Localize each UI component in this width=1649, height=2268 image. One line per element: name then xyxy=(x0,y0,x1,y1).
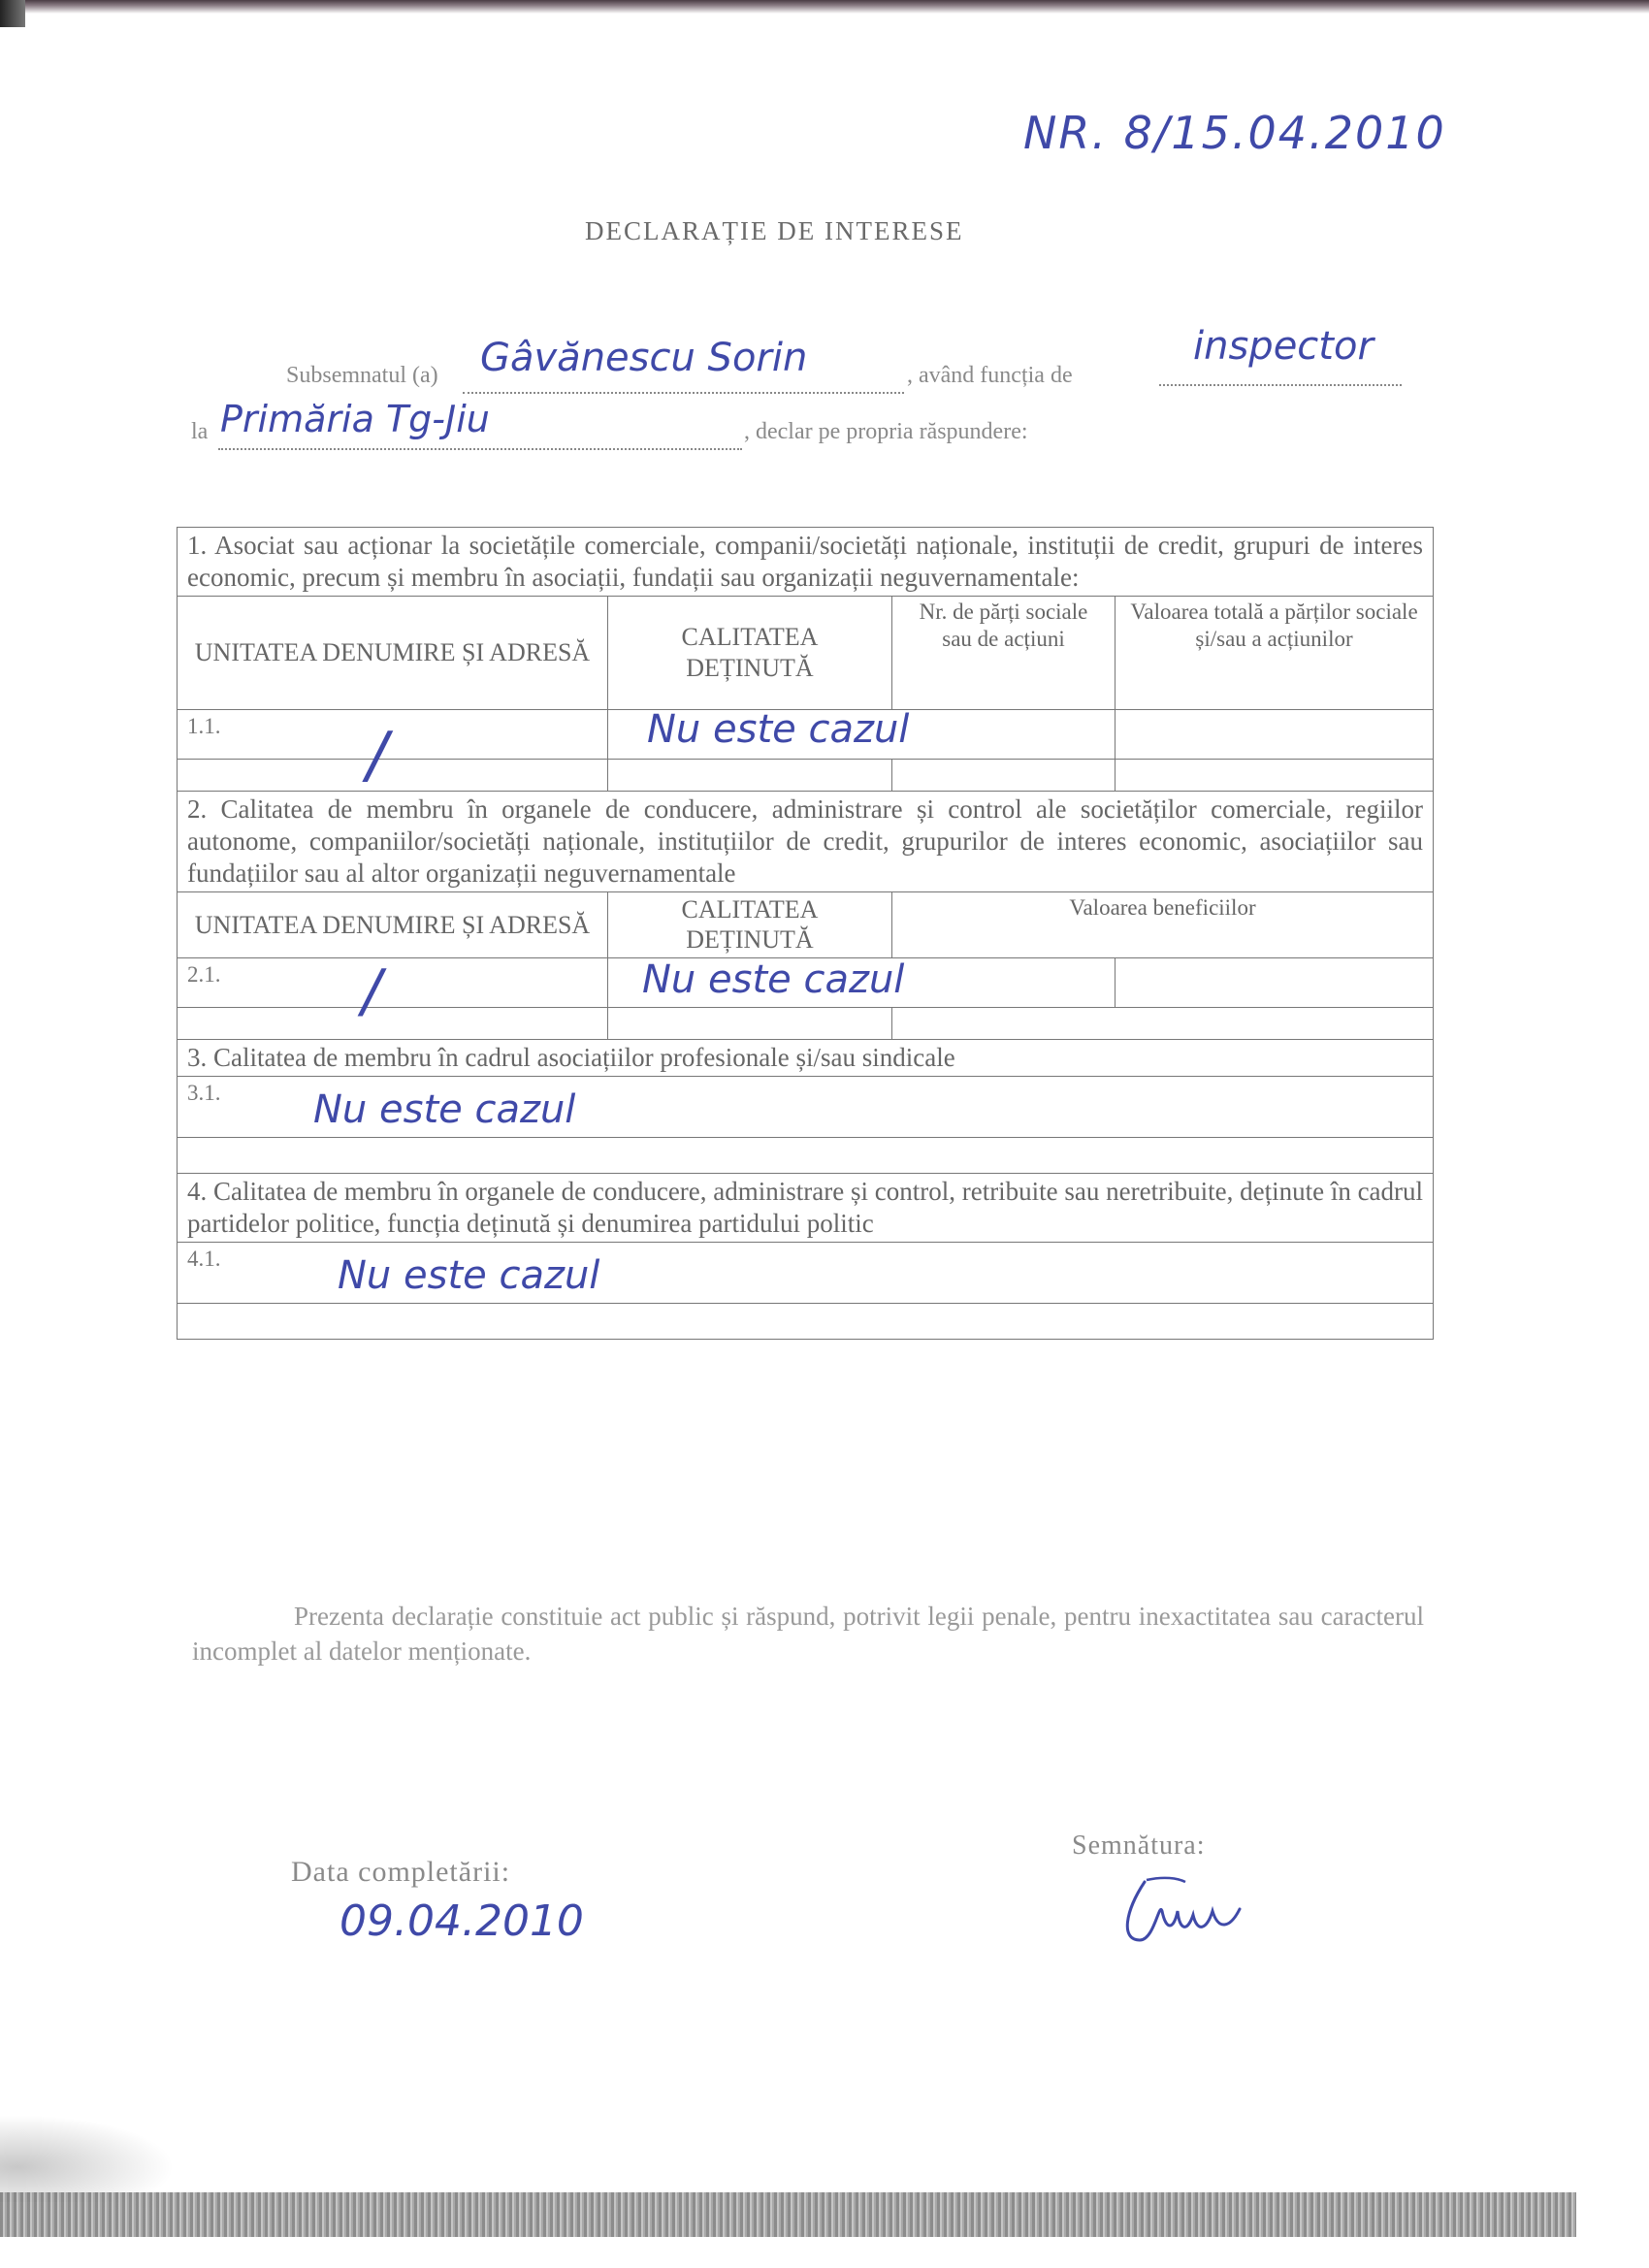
legal-note: Prezenta declarație constituie act public și răspund, potrivit legii penale, pentru inexactitatea sau caracterul incomplet al datelor menționate. xyxy=(192,1602,1424,1667)
scan-bottom-band xyxy=(0,2192,1576,2237)
section-1-title-row xyxy=(178,528,1434,597)
s1-answer: Nu este cazul xyxy=(647,706,910,752)
s2-dash: / xyxy=(362,957,382,1026)
s1-row-2-value[interactable] xyxy=(1116,759,1434,791)
s4-row-number: 4.1. xyxy=(187,1246,221,1271)
s4-answer: Nu este cazul xyxy=(338,1252,600,1298)
institution-fill-line xyxy=(218,448,742,450)
declaration-table xyxy=(177,527,1434,1340)
label-function: , având funcția de xyxy=(907,363,1073,388)
completion-date[interactable]: 09.04.2010 xyxy=(340,1896,584,1946)
function-fill-line xyxy=(1159,384,1402,386)
label-subsemnatul: Subsemnatul (a) xyxy=(286,363,438,388)
section-2-title: 2. Calitatea de membru în organele de conducere, administrare și control ale societăților comerciale, regiilor autonome, companiilor/societăți naționale, instituțiilor de credit, grupurilor de interes economic, asociațiilor sau fundațiilor sau al altor organizații neguvernamentale xyxy=(178,791,1434,891)
handwritten-signature[interactable] xyxy=(1116,1872,1271,1950)
s1-dash: / xyxy=(367,719,388,792)
s3-row-2-cell[interactable] xyxy=(178,1138,1434,1174)
signature-stroke xyxy=(1127,1882,1240,1940)
section-4-title-row xyxy=(178,1174,1434,1243)
s2-row-1-quality[interactable] xyxy=(608,958,1116,1008)
declarant-function[interactable]: inspector xyxy=(1193,324,1374,369)
s3-row-number: 3.1. xyxy=(187,1081,221,1106)
s1-col-quality: CALITATEA DEȚINUTĂ xyxy=(608,596,892,709)
s2-col-value: Valoarea beneficiilor xyxy=(892,891,1434,957)
s2-row-1-value[interactable] xyxy=(1116,958,1434,1008)
s2-row-number: 2.1. xyxy=(187,962,221,988)
s3-row-1 xyxy=(178,1077,1434,1138)
signature-top-stroke xyxy=(1147,1878,1185,1882)
s1-row-2-shares[interactable] xyxy=(892,759,1116,791)
s4-row-1 xyxy=(178,1242,1434,1303)
s1-row-1-unit[interactable] xyxy=(178,709,608,792)
s1-row-number: 1.1. xyxy=(187,713,221,738)
declarant-line-2 xyxy=(191,398,1161,456)
s2-row-2-value[interactable] xyxy=(892,1008,1434,1040)
s3-answer: Nu este cazul xyxy=(313,1087,576,1133)
s2-col-quality: CALITATEA DEȚINUTĂ xyxy=(608,891,892,957)
section-4-title: 4. Calitatea de membru în organele de conducere, administrare și control, retribuite sau neretribuite, deținute în cadrul partidelor politice, funcția deținută și denumirea partidului politic xyxy=(178,1174,1434,1243)
s1-row-2-unit[interactable] xyxy=(178,759,608,791)
s2-col-unit: UNITATEA DENUMIRE ȘI ADRESĂ xyxy=(178,891,608,957)
s3-row-1-cell[interactable] xyxy=(178,1077,1434,1138)
s1-row-2 xyxy=(178,759,1434,791)
scan-corner-mark xyxy=(0,0,25,27)
section-1-title: 1. Asociat sau acționar la societățile comerciale, companii/societăți naționale, instituții de credit, grupuri de interes economic, precum și membru în asociații, fundații sau organizații neguvernamentale: xyxy=(178,528,1434,597)
s4-row-2-cell[interactable] xyxy=(178,1303,1434,1339)
s1-row-1 xyxy=(178,709,1434,759)
s1-row-1-value[interactable] xyxy=(1116,709,1434,759)
label-at: la xyxy=(191,419,209,444)
scan-top-border xyxy=(0,0,1649,14)
s1-row-2-quality[interactable] xyxy=(608,759,892,791)
section-2-header-row xyxy=(178,891,1434,957)
label-declare: , declar pe propria răspundere: xyxy=(744,419,1028,444)
s2-row-1 xyxy=(178,958,1434,1008)
name-fill-line xyxy=(463,392,904,394)
s2-row-2-unit[interactable] xyxy=(178,1008,608,1040)
declarant-line-1 xyxy=(286,324,1411,400)
declarant-name[interactable]: Gâvănescu Sorin xyxy=(480,336,808,380)
s1-col-unit: UNITATEA DENUMIRE ȘI ADRESĂ xyxy=(178,596,608,709)
section-1-header-row xyxy=(178,596,1434,709)
date-label: Data completării: xyxy=(291,1856,511,1888)
s2-answer: Nu este cazul xyxy=(642,957,905,1003)
section-3-title: 3. Calitatea de membru în cadrul asociațiilor profesionale și/sau sindicale xyxy=(178,1040,1434,1077)
s4-row-1-cell[interactable] xyxy=(178,1242,1434,1303)
s2-row-1-unit[interactable] xyxy=(178,957,608,1026)
declarant-institution[interactable]: Primăria Tg-Jiu xyxy=(220,398,490,440)
section-2-title-row xyxy=(178,791,1434,891)
s1-col-shares: Nr. de părți sociale sau de acțiuni xyxy=(892,596,1116,709)
scan-smudge xyxy=(0,2115,175,2202)
s4-row-2 xyxy=(178,1303,1434,1339)
registration-number: NR. 8/15.04.2010 xyxy=(1023,107,1446,159)
section-3-title-row xyxy=(178,1040,1434,1077)
document-title: DECLARAȚIE DE INTERESE xyxy=(585,216,964,245)
s1-row-1-quality[interactable] xyxy=(608,706,1116,759)
s3-row-2 xyxy=(178,1138,1434,1174)
s1-col-value: Valoarea totală a părților sociale și/sau a acțiunilor xyxy=(1116,596,1434,709)
signature-label: Semnătura: xyxy=(1072,1831,1206,1861)
s2-row-2-quality[interactable] xyxy=(608,1008,892,1040)
